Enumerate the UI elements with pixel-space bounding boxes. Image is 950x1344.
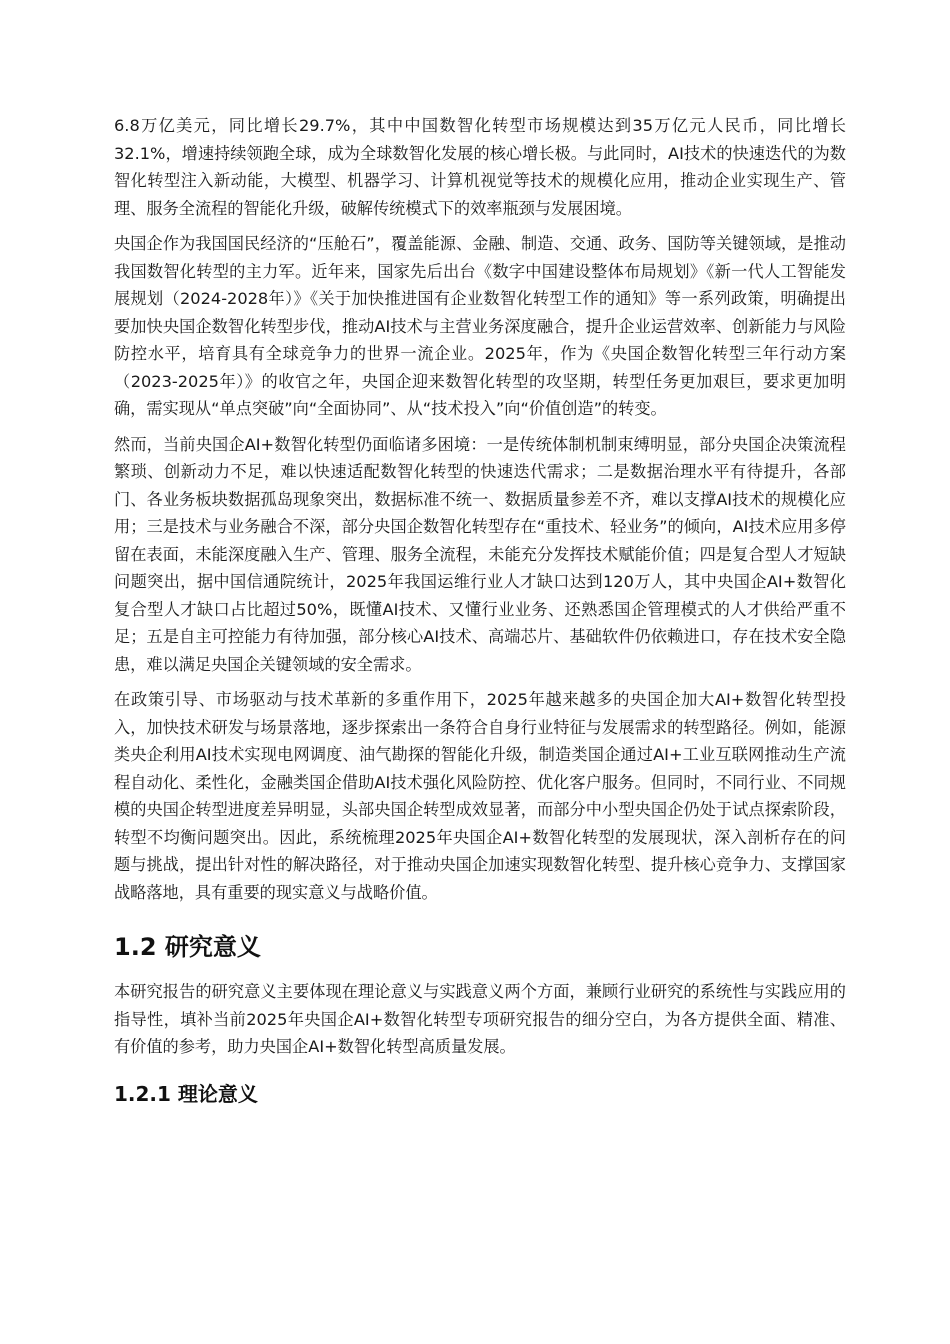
document-page bbox=[114, 112, 846, 1109]
section-heading-1-2-1: 1.2.1 理论意义 bbox=[114, 1081, 258, 1106]
body-paragraph-1: 6.8万亿美元，同比增长29.7%，其中中国数智化转型市场规模达到35万亿元人民币，同比增长32.1%，增速持续领跑全球，成为全球数智化发展的核心增长极。与此同时，AI技术的快速迭代的为数智化转型注入新动能，大模型、机器学习、计算机视觉等技术的规模化应用，推动企业实现生产、管理、服务全流程的智能化升级，破解传统模式下的效率瓶颈与发展困境。 bbox=[114, 116, 846, 218]
body-paragraph-2: 央国企作为我国国民经济的“压舱石”，覆盖能源、金融、制造、交通、政务、国防等关键领域，是推动我国数智化转型的主力军。近年来，国家先后出台《数字中国建设整体布局规划》《新一代人工智能发展规划（2024-2028年）》《关于加快推进国有企业数智化转型工作的通知》等一系列政策，明确提出要加快央国企数智化转型步伐，推动AI技术与主营业务深度融合，提升企业运营效率、创新能力与风险防控水平，培育具有全球竞争力的世界一流企业。2025年，作为《央国企数智化转型三年行动方案（2023-2025年）》的收官之年，央国企迎来数智化转型的攻坚期，转型任务更加艰巨，要求更加明确，需实现从“单点突破”向“全面协同”、从“技术投入”向“价值创造”的转变。 bbox=[114, 234, 846, 418]
body-paragraph-4: 在政策引导、市场驱动与技术革新的多重作用下，2025年越来越多的央国企加大AI+数智化转型投入，加快技术研发与场景落地，逐步探索出一条符合自身行业特征与发展需求的转型路径。例如，能源类央企利用AI技术实现电网调度、油气勘探的智能化升级，制造类国企通过AI+工业互联网推动生产流程自动化、柔性化，金融类国企借助AI技术强化风险防控、优化客户服务。但同时，不同行业、不同规模的央国企转型进度差异明显，头部央国企转型成效显著，而部分中小型央国企仍处于试点探索阶段，转型不均衡问题突出。因此，系统梳理2025年央国企AI+数智化转型的发展现状，深入剖析存在的问题与挑战，提出针对性的解决路径，对于推动央国企加速实现数智化转型、提升核心竞争力、支撑国家战略落地，具有重要的现实意义与战略价值。 bbox=[114, 690, 846, 902]
section-1-2-paragraph: 本研究报告的研究意义主要体现在理论意义与实践意义两个方面，兼顾行业研究的系统性与实践应用的指导性，填补当前2025年央国企AI+数智化转型专项研究报告的细分空白，为各方提供全面、精准、有价值的参考，助力央国企AI+数智化转型高质量发展。 bbox=[114, 982, 846, 1056]
section-heading-1-2: 1.2 研究意义 bbox=[114, 933, 261, 961]
body-paragraph-3: 然而，当前央国企AI+数智化转型仍面临诸多困境：一是传统体制机制束缚明显，部分央国企决策流程繁琐、创新动力不足，难以快速适配数智化转型的快速迭代需求；二是数据治理水平有待提升，各部门、各业务板块数据孤岛现象突出，数据标准不统一、数据质量参差不齐，难以支撑AI技术的规模化应用；三是技术与业务融合不深，部分央国企数智化转型存在“重技术、轻业务”的倾向，AI技术应用多停留在表面，未能深度融入生产、管理、服务全流程，未能充分发挥技术赋能价值；四是复合型人才短缺问题突出，据中国信通院统计，2025年我国运维行业人才缺口达到120万人，其中央国企AI+数智化复合型人才缺口占比超过50%，既懂AI技术、又懂行业业务、还熟悉国企管理模式的人才供给严重不足；五是自主可控能力有待加强，部分核心AI技术、高端芯片、基础软件仍依赖进口，存在技术安全隐患，难以满足央国企关键领域的安全需求。 bbox=[114, 434, 846, 674]
